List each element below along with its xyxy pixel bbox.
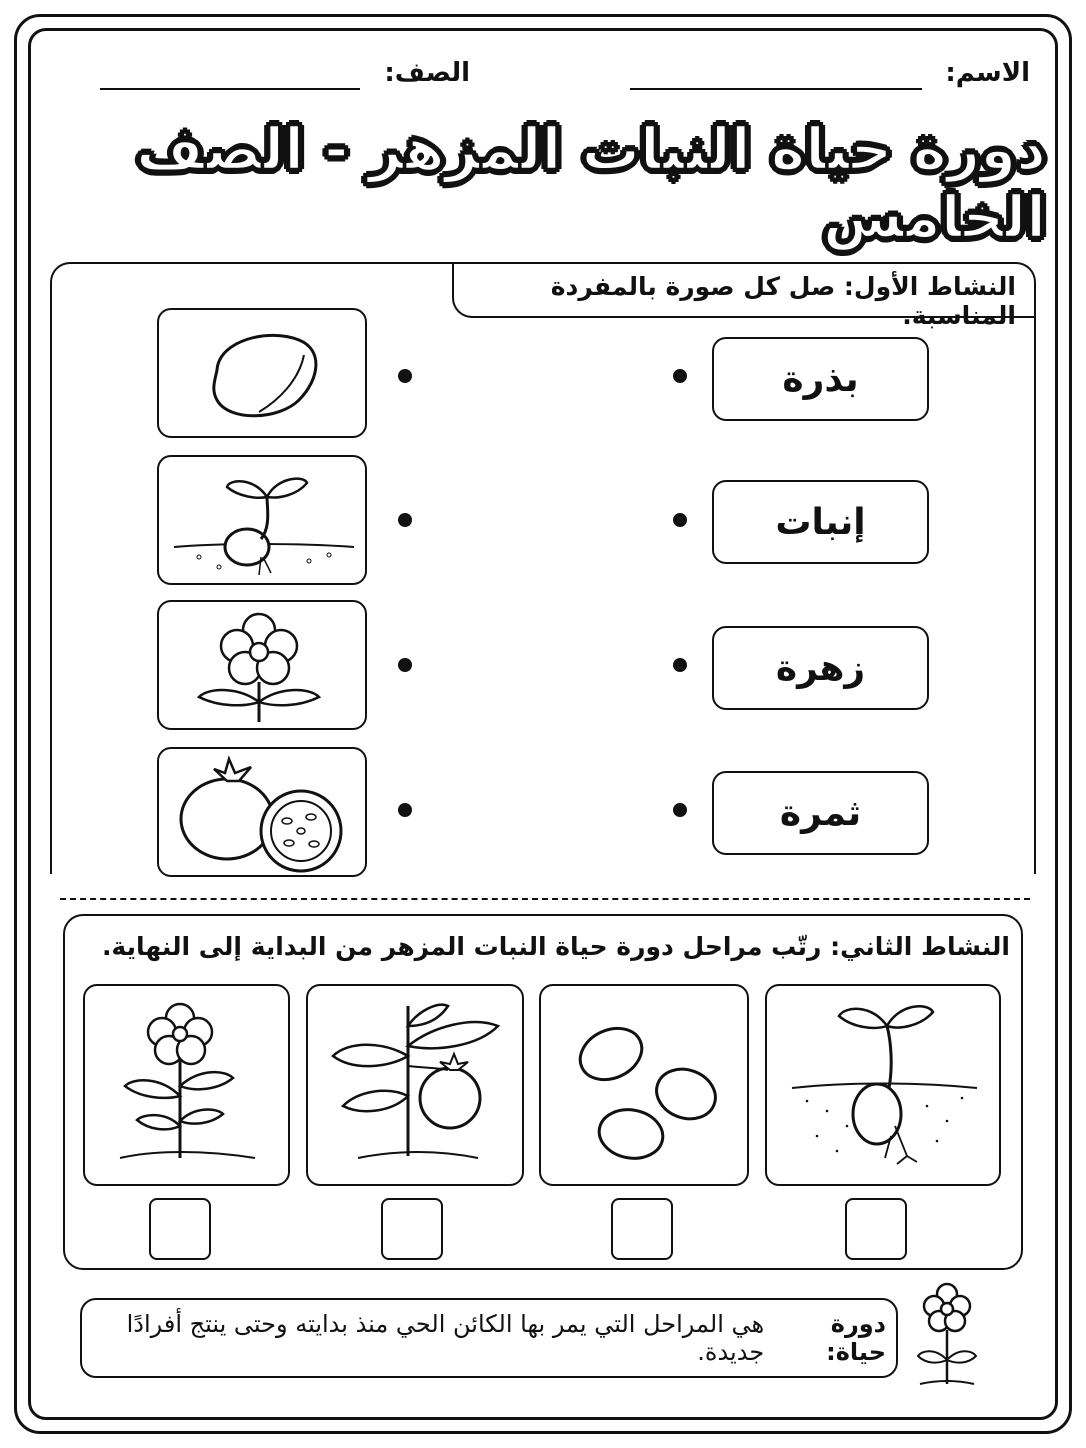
name-field[interactable] <box>630 88 922 90</box>
flower-icon <box>159 602 364 727</box>
seed-icon <box>159 310 364 435</box>
activity2-instruction: النشاط الثاني: رتّب مراحل دورة حياة النبات المزهر من البداية إلى النهاية. <box>101 932 1010 961</box>
seeds-icon <box>541 986 746 1183</box>
image-card-seed <box>157 308 367 438</box>
order-box-1[interactable] <box>149 1198 211 1260</box>
section-divider <box>60 898 1030 900</box>
activity1-instruction: النشاط الأول: صل كل صورة بالمفردة المناسبة. <box>550 272 1016 330</box>
page-title: دورة حياة النبات المزهر - الصف الخامس <box>136 115 1046 251</box>
order-box-4[interactable] <box>845 1198 907 1260</box>
stage-card-sprout <box>765 984 1001 1186</box>
stage-card-seeds <box>539 984 749 1186</box>
stage-card-tomato-plant <box>306 984 524 1186</box>
tomato-plant-icon <box>308 986 521 1183</box>
flowering-plant-icon <box>85 986 287 1183</box>
sprout-icon <box>159 457 364 582</box>
match-dot-image-1[interactable] <box>398 369 412 383</box>
image-card-tomato <box>157 747 367 877</box>
sprout-soil-icon <box>767 986 998 1183</box>
image-card-sprout <box>157 455 367 585</box>
match-dot-image-2[interactable] <box>398 513 412 527</box>
word-box-seed: بذرة <box>712 337 929 421</box>
match-dot-word-3[interactable] <box>673 658 687 672</box>
class-label: الصف: <box>384 58 470 88</box>
order-box-2[interactable] <box>381 1198 443 1260</box>
match-dot-word-2[interactable] <box>673 513 687 527</box>
stage-card-flowering-plant <box>83 984 290 1186</box>
definition-text: هي المراحل التي يمر بها الكائن الحي منذ بدايته وحتى ينتج أفرادًا جديدة. <box>126 1310 765 1366</box>
word-box-germination: إنبات <box>712 480 929 564</box>
match-dot-word-1[interactable] <box>673 369 687 383</box>
match-dot-image-3[interactable] <box>398 658 412 672</box>
definition-term: دورة حياة: <box>826 1310 886 1366</box>
tomato-icon <box>159 749 364 874</box>
class-field[interactable] <box>100 88 360 90</box>
page-title-wrap <box>40 115 1046 251</box>
decorative-flower <box>912 1282 982 1392</box>
order-box-3[interactable] <box>611 1198 673 1260</box>
word-box-flower: زهرة <box>712 626 929 710</box>
image-card-flower <box>157 600 367 730</box>
match-dot-image-4[interactable] <box>398 803 412 817</box>
name-label: الاسم: <box>945 58 1030 88</box>
match-dot-word-4[interactable] <box>673 803 687 817</box>
word-box-fruit: ثمرة <box>712 771 929 855</box>
small-flower-icon <box>912 1282 982 1392</box>
definition-row <box>96 1306 886 1370</box>
